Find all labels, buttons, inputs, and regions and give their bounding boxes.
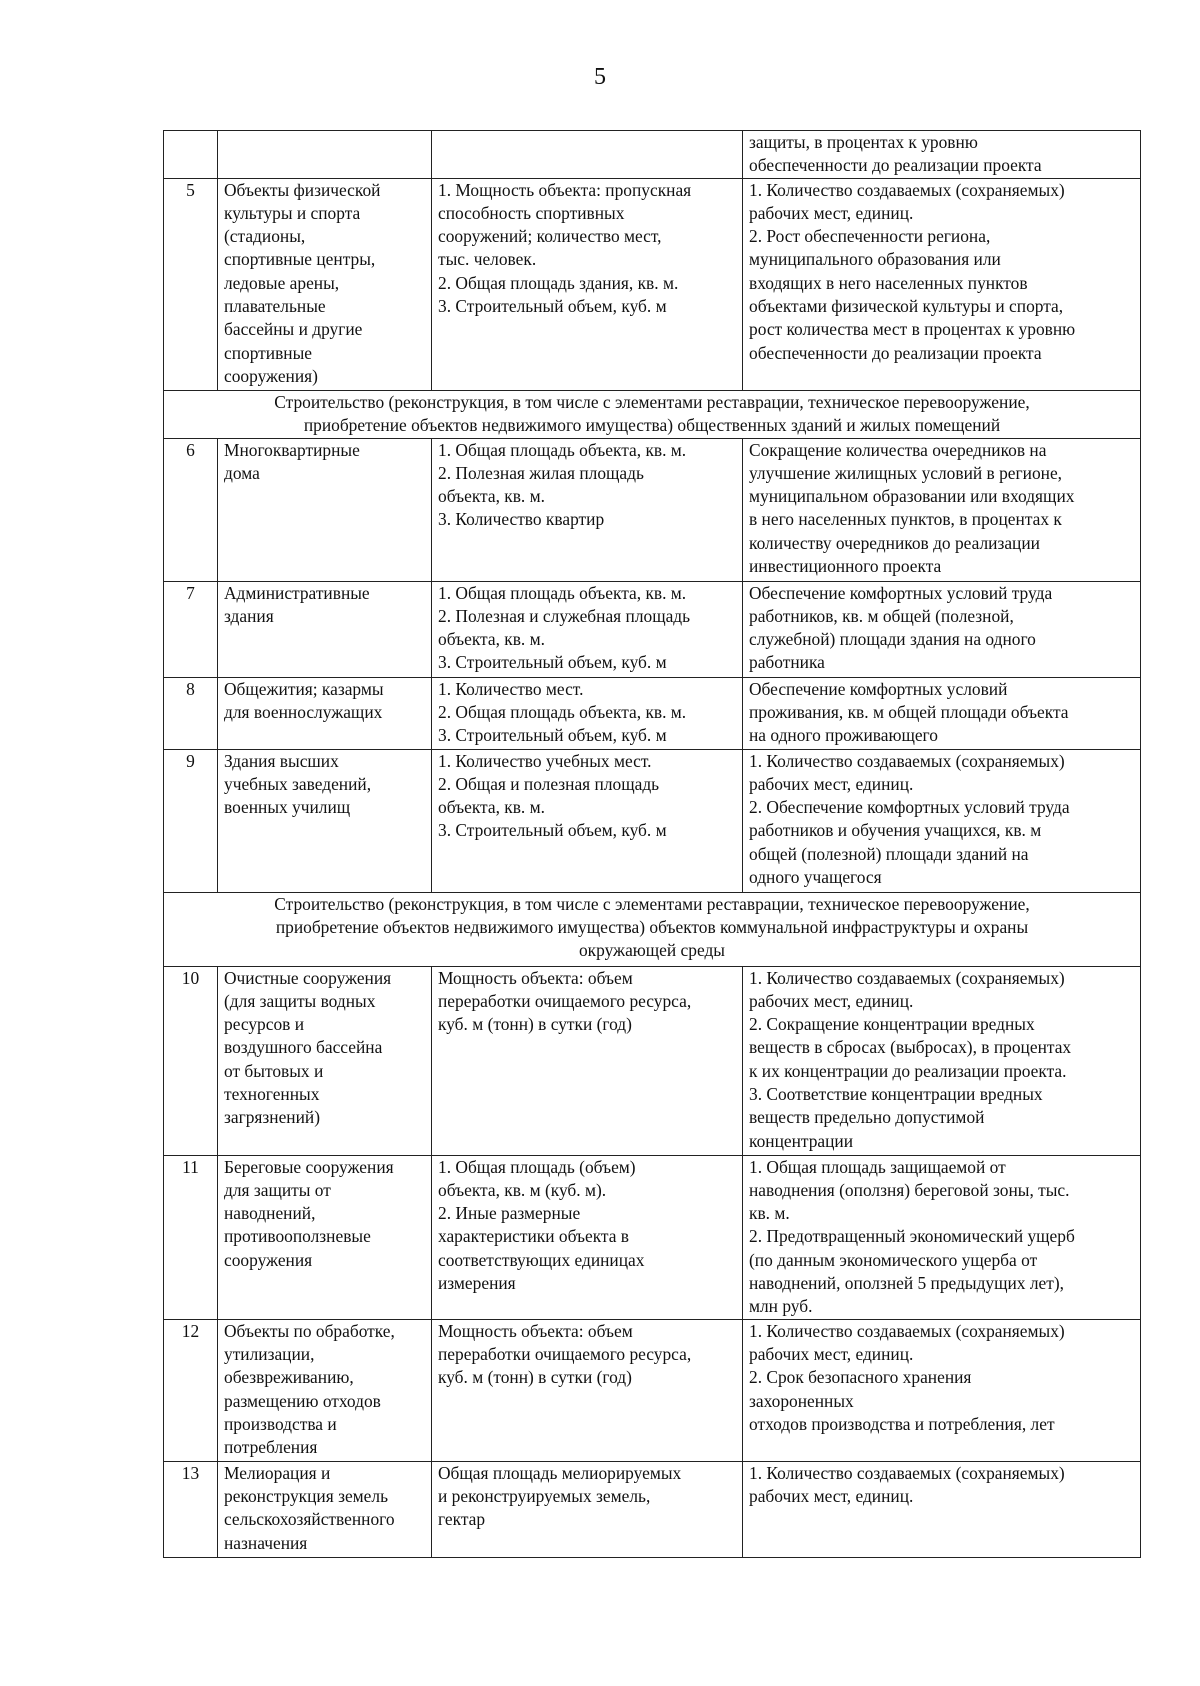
object-type-cell: Береговые сооружения для защиты от наводнений, противооползневые сооружения <box>218 1155 432 1319</box>
object-type-cell <box>218 131 432 179</box>
parameters-cell <box>432 131 743 179</box>
table-row <box>164 1319 1141 1461</box>
row-number <box>164 131 218 179</box>
object-type-cell: Очистные сооружения (для защиты водных ресурсов и воздушного бассейна от бытовых и техногенных загрязнений) <box>218 966 432 1155</box>
table-row <box>164 1155 1141 1319</box>
table-row <box>164 178 1141 390</box>
row-number: 13 <box>164 1461 218 1557</box>
section-header: Строительство (реконструкция, в том числе с элементами реставрации, техническое перевооружение, приобретение объектов недвижимого имущества) объектов коммунальной инфраструктуры и охраны окружающей среды <box>164 892 1141 966</box>
parameters-cell: 1. Количество мест. 2. Общая площадь объекта, кв. м. 3. Строительный объем, куб. м <box>432 677 743 749</box>
table-row <box>164 1461 1141 1557</box>
object-type-cell: Общежития; казармы для военнослужащих <box>218 677 432 749</box>
page-number: 5 <box>594 64 606 90</box>
result-indicator-cell: 1. Количество создаваемых (сохраняемых) рабочих мест, единиц. 2. Рост обеспеченности региона, муниципального образования или входящих в него населенных пунктов объектами физической культуры и спорта, рост количества мест в процентах к уровню обеспеченности до реализации проекта <box>743 178 1141 390</box>
row-number: 10 <box>164 966 218 1155</box>
result-indicator-cell: защиты, в процентах к уровню обеспеченности до реализации проекта <box>743 131 1141 179</box>
row-number: 6 <box>164 438 218 581</box>
parameters-cell: 1. Общая площадь (объем) объекта, кв. м (куб. м). 2. Иные размерные характеристики объекта в соответствующих единицах измерения <box>432 1155 743 1319</box>
result-indicator-cell: 1. Количество создаваемых (сохраняемых) рабочих мест, единиц. 2. Срок безопасного хранения захороненных отходов производства и потребления, лет <box>743 1319 1141 1461</box>
object-type-cell: Многоквартирные дома <box>218 438 432 581</box>
table-row <box>164 749 1141 892</box>
row-number: 7 <box>164 581 218 677</box>
table-row <box>164 438 1141 581</box>
result-indicator-cell: Обеспечение комфортных условий проживания, кв. м общей площади объекта на одного проживающего <box>743 677 1141 749</box>
table-row <box>164 131 1141 179</box>
table-row <box>164 581 1141 677</box>
parameters-cell: 1. Общая площадь объекта, кв. м. 2. Полезная и служебная площадь объекта, кв. м. 3. Строительный объем, куб. м <box>432 581 743 677</box>
row-number: 12 <box>164 1319 218 1461</box>
object-type-cell: Объекты по обработке, утилизации, обезвреживанию, размещению отходов производства и потребления <box>218 1319 432 1461</box>
section-header: Строительство (реконструкция, в том числе с элементами реставрации, техническое перевооружение, приобретение объектов недвижимого имущества) общественных зданий и жилых помещений <box>164 390 1141 438</box>
row-number: 8 <box>164 677 218 749</box>
result-indicator-cell: 1. Общая площадь защищаемой от наводнения (оползня) береговой зоны, тыс. кв. м. 2. Предотвращенный экономический ущерб (по данным экономического ущерба от наводнений, оползней 5 предыдущих лет), млн руб. <box>743 1155 1141 1319</box>
parameters-cell: Общая площадь мелиорируемых и реконструируемых земель, гектар <box>432 1461 743 1557</box>
parameters-cell: Мощность объекта: объем переработки очищаемого ресурса, куб. м (тонн) в сутки (год) <box>432 966 743 1155</box>
table-row <box>164 966 1141 1155</box>
row-number: 5 <box>164 178 218 390</box>
result-indicator-cell: 1. Количество создаваемых (сохраняемых) рабочих мест, единиц. 2. Сокращение концентрации вредных веществ в сбросах (выбросах), в процентах к их концентрации до реализации проекта. 3. Соответствие концентрации вредных веществ предельно допустимой концентрации <box>743 966 1141 1155</box>
parameters-cell: Мощность объекта: объем переработки очищаемого ресурса, куб. м (тонн) в сутки (год) <box>432 1319 743 1461</box>
object-type-cell: Объекты физической культуры и спорта (стадионы, спортивные центры, ледовые арены, плавательные бассейны и другие спортивные сооружения) <box>218 178 432 390</box>
row-number: 9 <box>164 749 218 892</box>
row-number: 11 <box>164 1155 218 1319</box>
section-header-row <box>164 390 1141 438</box>
result-indicator-cell: 1. Количество создаваемых (сохраняемых) рабочих мест, единиц. 2. Обеспечение комфортных условий труда работников и обучения учащихся, кв. м общей (полезной) площади зданий на одного учащегося <box>743 749 1141 892</box>
parameters-cell: 1. Мощность объекта: пропускная способность спортивных сооружений; количество мест, тыс. человек. 2. Общая площадь здания, кв. м. 3. Строительный объем, куб. м <box>432 178 743 390</box>
result-indicator-cell: Сокращение количества очередников на улучшение жилищных условий в регионе, муниципальном образовании или входящих в него населенных пунктов, в процентах к количеству очередников до реализации инвестиционного проекта <box>743 438 1141 581</box>
object-type-cell: Здания высших учебных заведений, военных училищ <box>218 749 432 892</box>
section-header-row <box>164 892 1141 966</box>
result-indicator-cell: Обеспечение комфортных условий труда работников, кв. м общей (полезной, служебной) площади здания на одного работника <box>743 581 1141 677</box>
table-row <box>164 677 1141 749</box>
object-type-cell: Административные здания <box>218 581 432 677</box>
result-indicator-cell: 1. Количество создаваемых (сохраняемых) рабочих мест, единиц. <box>743 1461 1141 1557</box>
parameters-cell: 1. Общая площадь объекта, кв. м. 2. Полезная жилая площадь объекта, кв. м. 3. Количество квартир <box>432 438 743 581</box>
parameters-cell: 1. Количество учебных мест. 2. Общая и полезная площадь объекта, кв. м. 3. Строительный объем, куб. м <box>432 749 743 892</box>
object-type-cell: Мелиорация и реконструкция земель сельскохозяйственного назначения <box>218 1461 432 1557</box>
indicators-table <box>163 130 1141 1558</box>
